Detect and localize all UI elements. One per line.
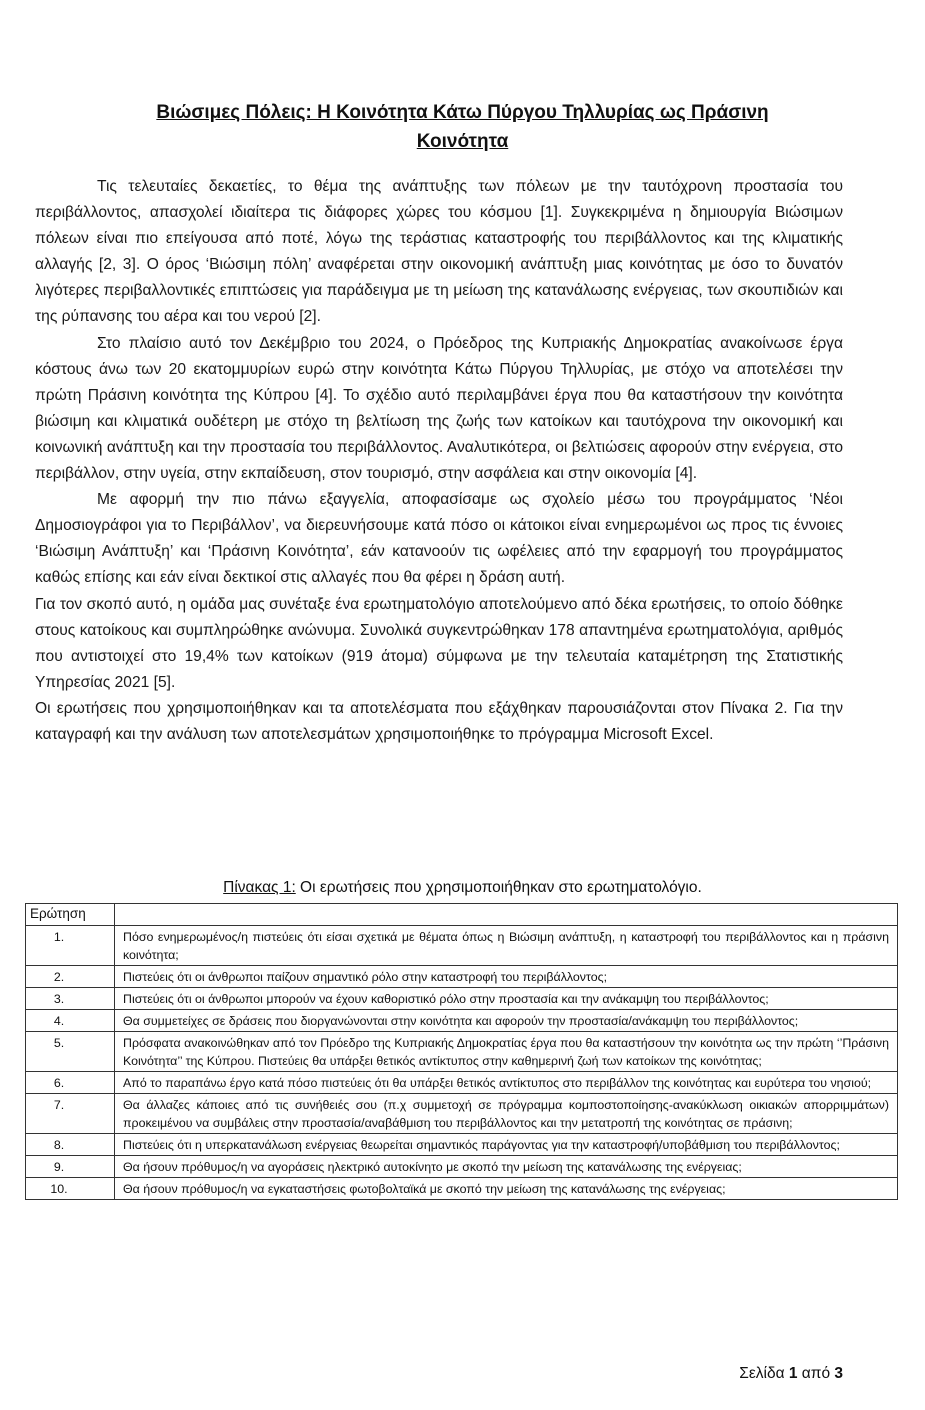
paragraph-4: Για τον σκοπό αυτό, η ομάδα μας συνέταξε ένα ερωτηματολόγιο αποτελούμενο από δέκα ερωτήσεις, το οποίο δόθηκε στους κατοίκους και συμπληρώθηκε ανώνυμα. Συνολικά συγκεντρώθηκαν 178 απαντημένα ερωτηματολόγια, αριθμός που αντιστοιχεί στο 19,4% των κατοίκων (919 άτομα) σύμφωνα με την τελευταία καταμέτρηση της Στατιστικής Υπηρεσίας 2021 [5]. [35, 595, 843, 691]
document-title-line-2: Κοινότητα [416, 131, 509, 152]
questions-table [25, 903, 898, 1200]
question-number: 7. [26, 1094, 115, 1134]
table-header-empty-cell [115, 904, 898, 926]
question-text: Θα συμμετείχες σε δράσεις που διοργανώνονται στην κοινότητα και αφορούν την προστασία/ανάκαμψη του περιβάλλοντος; [115, 1010, 898, 1032]
question-text: Πιστεύεις ότι η υπερκατανάλωση ενέργειας θεωρείται σημαντικός παράγοντας για την καταστροφή/υποβάθμιση του περιβάλλοντος; [115, 1134, 898, 1156]
table-row [26, 1010, 898, 1032]
page-label-middle: από [797, 1365, 835, 1382]
question-text: Πόσο ενημερωμένος/η πιστεύεις ότι είσαι σχετικά με θέματα όπως η Βιώσιμη ανάπτυξη, η καταστροφή του περιβάλλοντος και η πράσινη κοινότητα; [115, 926, 898, 966]
question-text: Πρόσφατα ανακοινώθηκαν από τον Πρόεδρο της Κυπριακής Δημοκρατίας έργα που θα καταστήσουν την κοινότητα ως την πρώτη ‘’Πράσινη Κοινότητα’’ της Κύπρου. Πιστεύεις θα υπάρξει θετικός αντίκτυπος στην καθημερινή ζωή των κατοίκων της κοινότητας; [115, 1032, 898, 1072]
table-row [26, 1134, 898, 1156]
table-caption [0, 877, 925, 899]
table-row [26, 1094, 898, 1134]
paragraph-1: Τις τελευταίες δεκαετίες, το θέμα της ανάπτυξης των πόλεων με την ταυτόχρονη προστασία του περιβάλλοντος, απασχολεί ιδιαίτερα τις διάφορες χώρες του κόσμου [1]. Συγκεκριμένα η δημιουργία Βιώσιμων πόλεων είναι πιο επείγουσα από ποτέ, λόγω της τεράστιας καταστροφής του περιβάλλοντος και της κλιματικής αλλαγής [2, 3]. Ο όρος ‘Βιώσιμη πόλη’ αναφέρεται στην οικονομική ανάπτυξη μιας κοινότητας με όσο το δυνατόν λιγότερες περιβαλλοντικές επιπτώσεις για παράδειγμα με τη μείωση της κατανάλωσης ενέργειας, των σκουπιδιών και της ρύπανσης του αέρα και του νερού [2]. [35, 178, 843, 326]
question-text: Θα άλλαζες κάποιες από τις συνήθειές σου (π.χ συμμετοχή σε πρόγραμμα κομποστοποίησης-ανακύκλωση οικιακών απορριμμάτων) προκειμένου να συμβάλεις στην προστασία/αναβάθμιση του περιβάλλοντος και την μετατροπή της κοινότητας σε πράσινη; [115, 1094, 898, 1134]
table-row [26, 1178, 898, 1200]
table-row [26, 926, 898, 966]
table-row [26, 1032, 898, 1072]
question-number: 6. [26, 1072, 115, 1094]
question-number: 3. [26, 988, 115, 1010]
table-caption-label: Πίνακας 1: [223, 879, 296, 896]
page-label-prefix: Σελίδα [739, 1365, 789, 1382]
paragraph-5: Οι ερωτήσεις που χρησιμοποιήθηκαν και τα αποτελέσματα που εξάχθηκαν παρουσιάζονται στον Πίνακα 2. Για την καταγραφή και την ανάλυση των αποτελεσμάτων χρησιμοποιήθηκε το πρόγραμμα Microsoft Excel. [35, 699, 843, 743]
table-row [26, 966, 898, 988]
table-caption-text: Οι ερωτήσεις που χρησιμοποιήθηκαν στο ερωτηματολόγιο. [295, 879, 702, 896]
paragraph-2: Στο πλαίσιο αυτό τον Δεκέμβριο του 2024, ο Πρόεδρος της Κυπριακής Δημοκρατίας ανακοίνωσε έργα κόστους άνω των 20 εκατομμυρίων ευρώ στην κοινότητα Κάτω Πύργου Τηλλυρίας, με στόχο να αποτελέσει την πρώτη Πράσινη κοινότητα της Κύπρου [4]. Το σχέδιο αυτό περιλαμβάνει έργα που θα καταστήσουν την κοινότητα βιώσιμη και κλιματικά ουδέτερη με στόχο τη βελτίωση της ζωής των κατοίκων και ταυτόχρονα την οικονομική και κοινωνική ανάπτυξη και την προστασία του περιβάλλοντος. Αναλυτικότερα, οι βελτιώσεις αφορούν στην ενέργεια, στο περιβάλλον, στην υγεία, στην εκπαίδευση, στον τουρισμό, στην ασφάλεια και στην οικονομία [4]. [35, 334, 843, 483]
question-text: Θα ήσουν πρόθυμος/η να εγκαταστήσεις φωτοβολταϊκά με σκοπό την μείωση της κατανάλωσης της ενέργειας; [115, 1178, 898, 1200]
document-title-line-1: Βιώσιμες Πόλεις: Η Κοινότητα Κάτω Πύργου Τηλλυρίας ως Πράσινη [156, 102, 769, 123]
question-number: 10. [26, 1178, 115, 1200]
page-number-footer [739, 1365, 843, 1383]
question-number: 1. [26, 926, 115, 966]
question-text: Από το παραπάνω έργο κατά πόσο πιστεύεις ότι θα υπάρξει θετικός αντίκτυπος στο περιβάλλον της κοινότητας και ευρύτερα του νησιού; [115, 1072, 898, 1094]
question-number: 5. [26, 1032, 115, 1072]
question-text: Πιστεύεις ότι οι άνθρωποι μπορούν να έχουν καθοριστικό ρόλο στην προστασία και την ανάκαμψη του περιβάλλοντος; [115, 988, 898, 1010]
question-text: Πιστεύεις ότι οι άνθρωποι παίζουν σημαντικό ρόλο στην καταστροφή του περιβάλλοντος; [115, 966, 898, 988]
document-body [35, 174, 843, 748]
table-row [26, 1072, 898, 1094]
document-title [60, 98, 865, 156]
question-number: 2. [26, 966, 115, 988]
question-number: 4. [26, 1010, 115, 1032]
page-current-number: 1 [788, 1365, 798, 1382]
paragraph-3: Με αφορμή την πιο πάνω εξαγγελία, αποφασίσαμε ως σχολείο μέσω του προγράμματος ‘Νέοι Δημοσιογράφοι για το Περιβάλλον’, να διερευνήσουμε κατά πόσο οι κάτοικοι είναι ενημερωμένοι ως προς τις έννοιες ‘Βιώσιμη Ανάπτυξη’ και ‘Πράσινη Κοινότητα’, εάν κατανοούν τις ωφέλειες από την εφαρμογή του προγράμματος καθώς επίσης και εάν είναι δεκτικοί στις αλλαγές που θα φέρει η δράση αυτή. [35, 491, 843, 587]
page-total-number: 3 [834, 1365, 843, 1382]
question-number: 9. [26, 1156, 115, 1178]
table-row [26, 1156, 898, 1178]
table-header-cell: Ερώτηση [26, 904, 115, 926]
question-text: Θα ήσουν πρόθυμος/η να αγοράσεις ηλεκτρικό αυτοκίνητο με σκοπό την μείωση της κατανάλωσης της ενέργειας; [115, 1156, 898, 1178]
table-row [26, 988, 898, 1010]
question-number: 8. [26, 1134, 115, 1156]
table-header-row [26, 904, 898, 926]
